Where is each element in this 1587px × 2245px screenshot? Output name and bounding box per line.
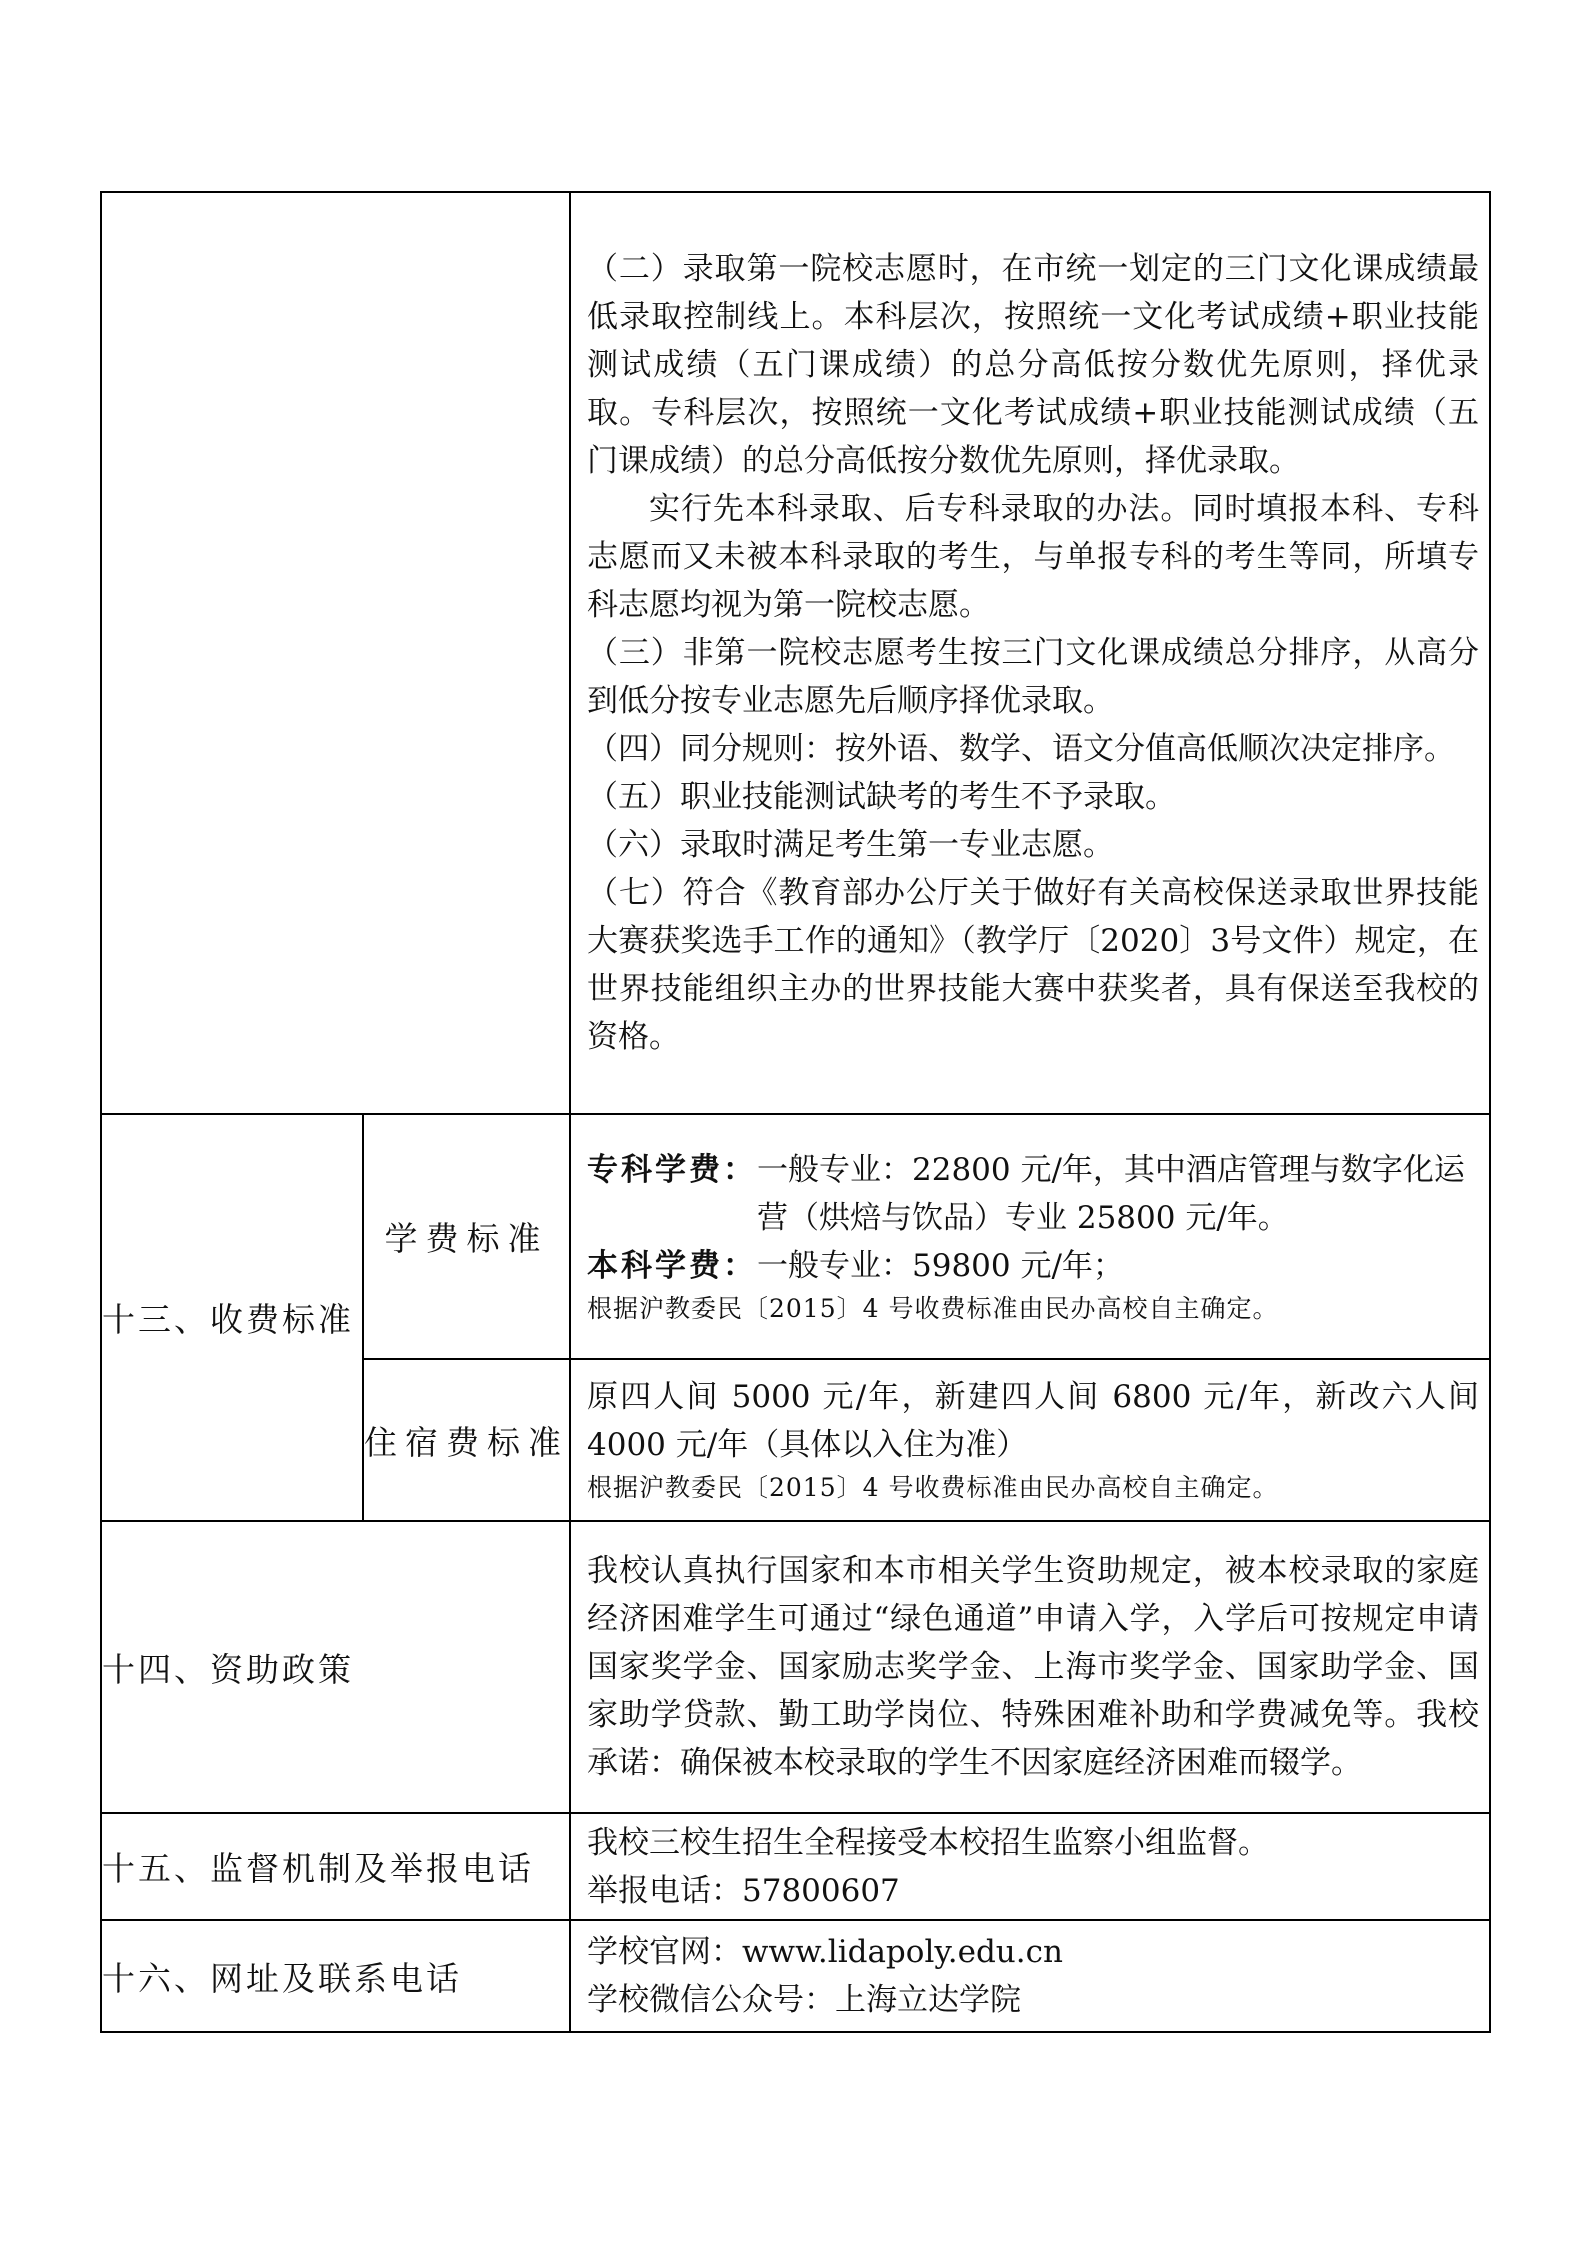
aid-cell	[570, 1521, 1490, 1813]
report-phone: 举报电话：57800607	[587, 1872, 900, 1909]
contact-section-title: 十六、网址及联系电话	[101, 1920, 570, 2032]
supervision-cell	[570, 1813, 1490, 1920]
admission-rule-2: （二）录取第一院校志愿时，在市统一划定的三门文化课成绩最低录取控制线上。本科层次，按照统一文化考试成绩+职业技能测试成绩（五门课成绩）的总分高低按分数优先原则，择优录取。专科层次，按照统一文化考试成绩+职业技能测试成绩（五门课成绩）的总分高低按分数优先原则，择优录取。	[587, 251, 1479, 479]
aid-section-title: 十四、资助政策	[101, 1521, 570, 1813]
lodging-cell	[570, 1359, 1490, 1521]
admission-rules-cell	[570, 192, 1490, 1114]
supervision-section-title: 十五、监督机制及举报电话	[101, 1813, 570, 1920]
benke-fee	[571, 1242, 1489, 1290]
zhuanke-fee-label: 专科学费：	[587, 1151, 757, 1188]
admission-rule-4: （四）同分规则：按外语、数学、语文分值高低顺次决定排序。	[587, 731, 1455, 767]
contact-cell	[570, 1920, 1490, 2032]
contact-row	[101, 1920, 1490, 2032]
tuition-row	[101, 1114, 1490, 1359]
supervision-line: 我校三校生招生全程接受本校招生监察小组监督。	[587, 1824, 1269, 1861]
tuition-cell	[570, 1114, 1490, 1359]
empty-label-cell	[101, 192, 570, 1114]
benke-fee-text: 一般专业：59800 元/年；	[757, 1247, 1124, 1284]
school-wechat: 学校微信公众号：上海立达学院	[587, 1982, 1021, 2018]
admission-rule-7: （七）符合《教育部办公厅关于做好有关高校保送录取世界技能大赛获奖选手工作的通知》（教学厅〔2020〕3号文件）规定，在世界技能组织主办的世界技能大赛中获奖者，具有保送至我校的资格。	[587, 875, 1479, 1055]
zhuanke-fee	[571, 1146, 1489, 1242]
admission-rule-3: （三）非第一院校志愿考生按三门文化课成绩总分排序，从高分到低分按专业志愿先后顺序择优录取。	[587, 635, 1479, 719]
admission-rule-6: （六）录取时满足考生第一专业志愿。	[587, 827, 1114, 863]
zhuanke-fee-text: 一般专业：22800 元/年，其中酒店管理与数字化运营（烘焙与饮品）专业 25800 元/年。	[757, 1151, 1465, 1236]
admission-rule-order: 实行先本科录取、后专科录取的办法。同时填报本科、专科志愿而又未被本科录取的考生，与单报专科的考生等同，所填专科志愿均视为第一院校志愿。	[587, 491, 1479, 623]
admission-rule-5: （五）职业技能测试缺考的考生不予录取。	[587, 779, 1176, 815]
admission-rules-row	[101, 192, 1490, 1114]
lodging-note: 根据沪教委民〔2015〕4 号收费标准由民办高校自主确定。	[587, 1473, 1279, 1502]
tuition-note: 根据沪教委民〔2015〕4 号收费标准由民办高校自主确定。	[587, 1293, 1279, 1323]
tuition-title: 学费标准	[363, 1114, 570, 1359]
aid-text: 我校认真执行国家和本市相关学生资助规定，被本校录取的家庭经济困难学生可通过“绿色通道”申请入学，入学后可按规定申请国家奖学金、国家励志奖学金、上海市奖学金、国家助学金、国家助学贷款、勤工助学岗位、特殊困难补助和学费减免等。我校承诺：确保被本校录取的学生不因家庭经济困难而辍学。	[587, 1553, 1479, 1781]
school-website: 学校官网：www.lidapoly.edu.cn	[587, 1934, 1063, 1970]
admission-info-table	[100, 191, 1491, 2033]
benke-fee-label: 本科学费：	[587, 1247, 757, 1284]
lodging-title: 住宿费标准	[363, 1359, 570, 1521]
lodging-text: 原四人间 5000 元/年，新建四人间 6800 元/年，新改六人间 4000 元/年（具体以入住为准）	[587, 1379, 1479, 1463]
supervision-row	[101, 1813, 1490, 1920]
fees-section-title: 十三、收费标准	[101, 1114, 363, 1521]
aid-row	[101, 1521, 1490, 1813]
